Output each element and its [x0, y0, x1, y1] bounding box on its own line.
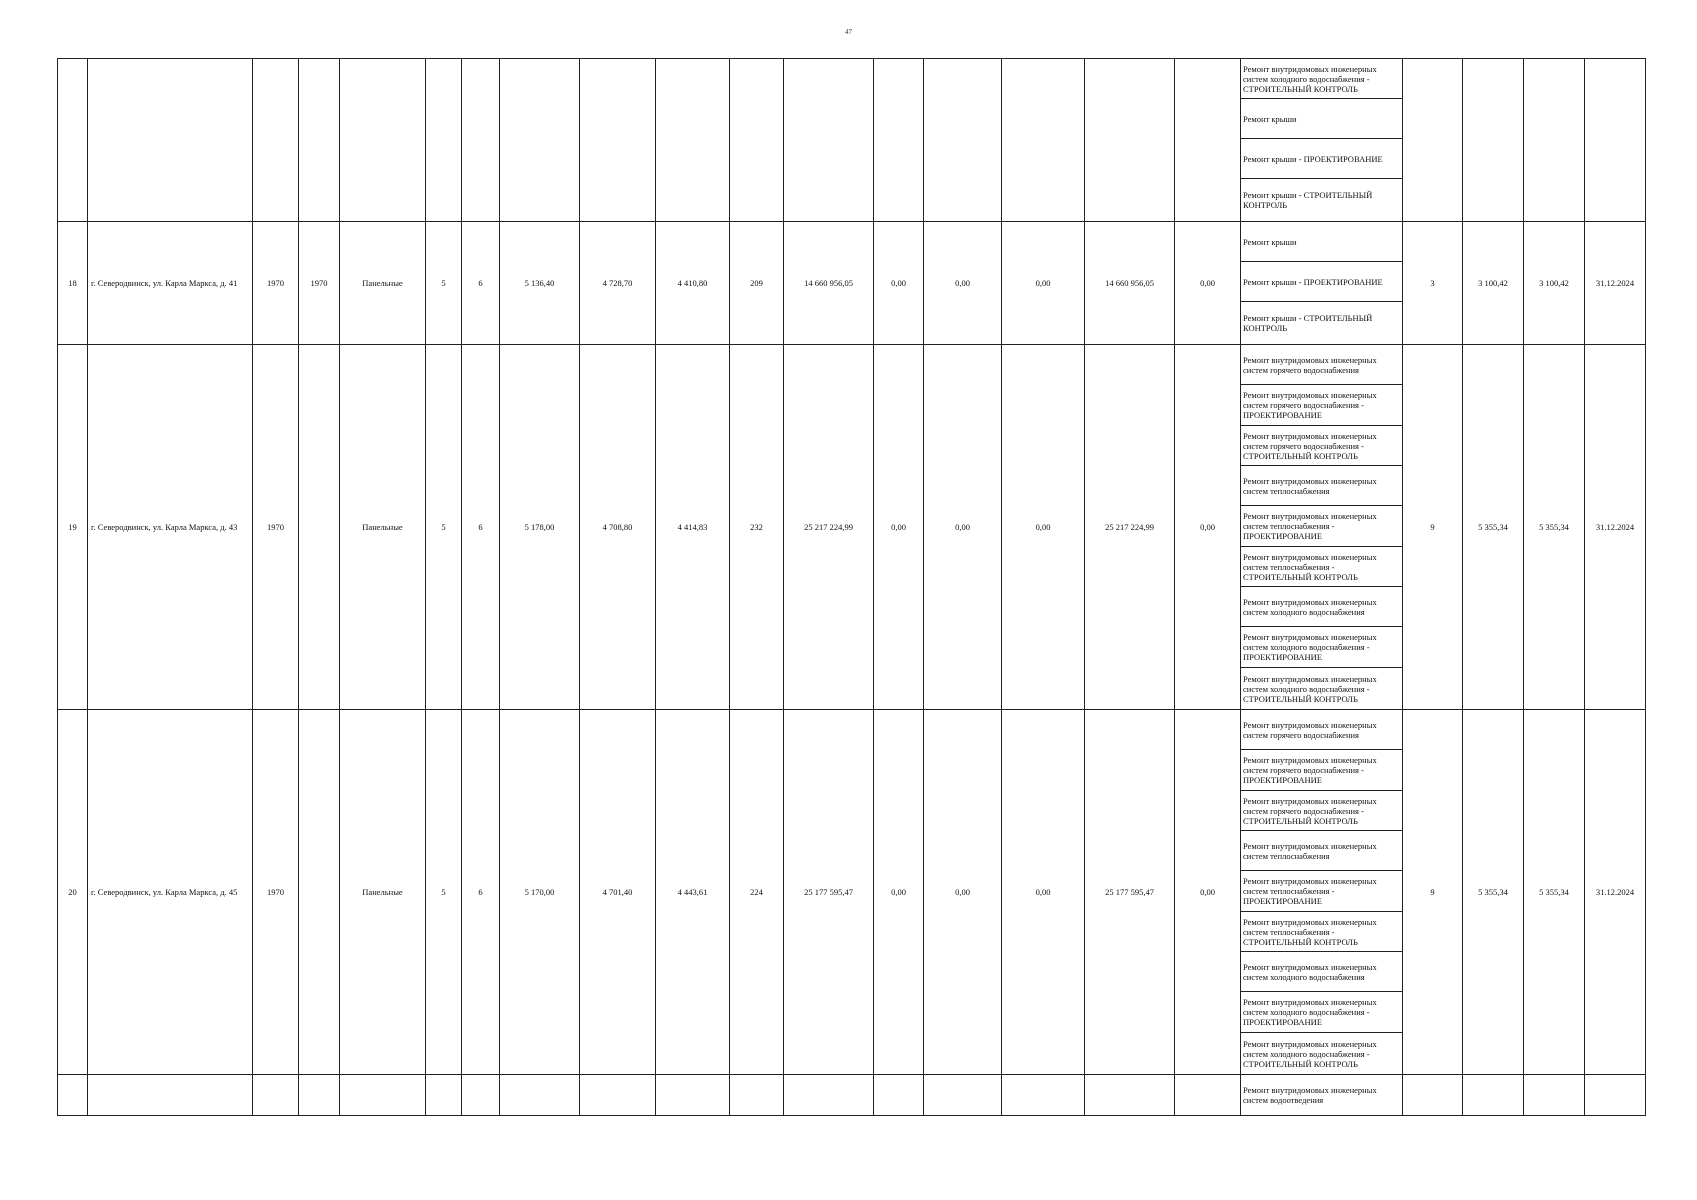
total-area-cell: 5 178,00 [500, 345, 580, 710]
row-number-cell [58, 59, 88, 222]
federal-funds-cell [874, 59, 924, 222]
residents-cell [730, 59, 784, 222]
deadline-cell [1585, 59, 1646, 222]
total-cost-cell: 25 177 595,47 [784, 710, 874, 1075]
federal-funds-cell [874, 1075, 924, 1116]
wall-material-cell: Панельные [340, 222, 426, 345]
area-residential-cell [656, 59, 730, 222]
floors-cell: 5 [426, 222, 462, 345]
work-item: Ремонт внутридомовых инженерных систем теплоснабжения - СТРОИТЕЛЬНЫЙ КОНТРОЛЬ [1241, 547, 1402, 587]
owners-funds-cell: 14 660 956,05 [1085, 222, 1175, 345]
work-item: Ремонт внутридомовых инженерных систем теплоснабжения - СТРОИТЕЛЬНЫЙ КОНТРОЛЬ [1241, 912, 1402, 952]
table-row [58, 345, 1646, 710]
works-cell [1241, 1075, 1403, 1116]
residents-cell: 232 [730, 345, 784, 710]
address-cell [88, 59, 253, 222]
year-reconstruction-cell [299, 345, 340, 710]
page-number: 47 [845, 28, 852, 36]
total-area-cell [500, 59, 580, 222]
entrances-cell: 6 [462, 710, 500, 1075]
year-reconstruction-cell [299, 710, 340, 1075]
unit-cost-cell [1463, 1075, 1524, 1116]
floors-cell: 5 [426, 345, 462, 710]
table-row [58, 222, 1646, 345]
area-premises-cell: 4 701,40 [580, 710, 656, 1075]
table-body [58, 59, 1646, 1116]
max-unit-cost-cell [1524, 1075, 1585, 1116]
total-cost-cell [784, 1075, 874, 1116]
work-count-cell: 9 [1403, 710, 1463, 1075]
year-reconstruction-cell: 1970 [299, 222, 340, 345]
row-number-cell: 18 [58, 222, 88, 345]
municipal-funds-cell [1002, 59, 1085, 222]
address-cell: г. Северодвинск, ул. Карла Маркса, д. 41 [88, 222, 253, 345]
work-item: Ремонт крыши [1241, 99, 1402, 139]
work-count-cell: 3 [1403, 222, 1463, 345]
work-item: Ремонт внутридомовых инженерных систем горячего водоснабжения - СТРОИТЕЛЬНЫЙ КОНТРОЛЬ [1241, 426, 1402, 466]
municipal-funds-cell: 0,00 [1002, 222, 1085, 345]
wall-material-cell [340, 1075, 426, 1116]
residents-cell: 209 [730, 222, 784, 345]
total-cost-cell: 25 217 224,99 [784, 345, 874, 710]
row-number-cell: 20 [58, 710, 88, 1075]
floors-cell [426, 59, 462, 222]
unit-cost-cell: 5 355,34 [1463, 710, 1524, 1075]
work-item: Ремонт крыши - СТРОИТЕЛЬНЫЙ КОНТРОЛЬ [1243, 190, 1373, 210]
work-count-cell [1403, 1075, 1463, 1116]
deadline-cell [1585, 1075, 1646, 1116]
area-premises-cell [580, 1075, 656, 1116]
works-cell [1241, 710, 1403, 1075]
works-cell [1241, 345, 1403, 710]
works-cell [1241, 59, 1403, 222]
regional-funds-cell [924, 59, 1002, 222]
federal-funds-cell: 0,00 [874, 222, 924, 345]
work-item: Ремонт крыши - ПРОЕКТИРОВАНИЕ [1241, 262, 1402, 302]
repair-program-table [57, 58, 1646, 1116]
work-item: Ремонт внутридомовых инженерных систем холодного водоснабжения [1241, 587, 1402, 627]
work-count-cell [1403, 59, 1463, 222]
unit-cost-cell: 5 355,34 [1463, 345, 1524, 710]
deadline-cell: 31.12.2024 [1585, 345, 1646, 710]
work-item: Ремонт крыши - СТРОИТЕЛЬНЫЙ КОНТРОЛЬ [1243, 313, 1373, 333]
year-reconstruction-cell [299, 59, 340, 222]
other-funds-cell: 0,00 [1175, 710, 1241, 1075]
owners-funds-cell [1085, 59, 1175, 222]
regional-funds-cell [924, 1075, 1002, 1116]
regional-funds-cell: 0,00 [924, 710, 1002, 1075]
work-item: Ремонт внутридомовых инженерных систем холодного водоснабжения - ПРОЕКТИРОВАНИЕ [1241, 627, 1402, 668]
work-count-cell: 9 [1403, 345, 1463, 710]
other-funds-cell: 0,00 [1175, 345, 1241, 710]
table-row [58, 59, 1646, 222]
other-funds-cell [1175, 59, 1241, 222]
federal-funds-cell: 0,00 [874, 345, 924, 710]
work-item: Ремонт внутридомовых инженерных систем холодного водоснабжения - СТРОИТЕЛЬНЫЙ КОНТРОЛЬ [1243, 1038, 1377, 1069]
area-residential-cell [656, 1075, 730, 1116]
unit-cost-cell [1463, 59, 1524, 222]
wall-material-cell [340, 59, 426, 222]
federal-funds-cell: 0,00 [874, 710, 924, 1075]
year-built-cell [253, 1075, 299, 1116]
work-item: Ремонт внутридомовых инженерных систем горячего водоснабжения - ПРОЕКТИРОВАНИЕ [1241, 385, 1402, 426]
work-item: Ремонт внутридомовых инженерных систем теплоснабжения - ПРОЕКТИРОВАНИЕ [1241, 506, 1402, 547]
max-unit-cost-cell: 3 100,42 [1524, 222, 1585, 345]
year-reconstruction-cell [299, 1075, 340, 1116]
total-cost-cell [784, 59, 874, 222]
area-premises-cell [580, 59, 656, 222]
deadline-cell: 31.12.2024 [1585, 222, 1646, 345]
work-item: Ремонт внутридомовых инженерных систем холодного водоснабжения - СТРОИТЕЛЬНЫЙ КОНТРОЛЬ [1243, 673, 1377, 704]
address-cell: г. Северодвинск, ул. Карла Маркса, д. 45 [88, 710, 253, 1075]
owners-funds-cell: 25 177 595,47 [1085, 710, 1175, 1075]
entrances-cell [462, 1075, 500, 1116]
work-item: Ремонт внутридомовых инженерных систем холодного водоснабжения - СТРОИТЕЛЬНЫЙ КОНТРОЛЬ [1241, 59, 1402, 99]
total-area-cell: 5 136,40 [500, 222, 580, 345]
owners-funds-cell: 25 217 224,99 [1085, 345, 1175, 710]
unit-cost-cell: 3 100,42 [1463, 222, 1524, 345]
max-unit-cost-cell: 5 355,34 [1524, 710, 1585, 1075]
address-cell [88, 1075, 253, 1116]
area-premises-cell: 4 728,70 [580, 222, 656, 345]
work-item: Ремонт внутридомовых инженерных систем теплоснабжения [1241, 831, 1402, 871]
total-area-cell: 5 170,00 [500, 710, 580, 1075]
other-funds-cell: 0,00 [1175, 222, 1241, 345]
municipal-funds-cell: 0,00 [1002, 345, 1085, 710]
works-cell [1241, 222, 1403, 345]
wall-material-cell: Панельные [340, 345, 426, 710]
year-built-cell [253, 59, 299, 222]
work-item: Ремонт внутридомовых инженерных систем теплоснабжения - ПРОЕКТИРОВАНИЕ [1241, 871, 1402, 912]
work-item: Ремонт внутридомовых инженерных систем горячего водоснабжения [1241, 345, 1402, 385]
floors-cell [426, 1075, 462, 1116]
row-number-cell: 19 [58, 345, 88, 710]
work-item: Ремонт внутридомовых инженерных систем горячего водоснабжения [1241, 710, 1402, 750]
work-item: Ремонт внутридомовых инженерных систем горячего водоснабжения - ПРОЕКТИРОВАНИЕ [1241, 750, 1402, 791]
total-cost-cell: 14 660 956,05 [784, 222, 874, 345]
work-item: Ремонт внутридомовых инженерных систем горячего водоснабжения - СТРОИТЕЛЬНЫЙ КОНТРОЛЬ [1241, 791, 1402, 831]
residents-cell: 224 [730, 710, 784, 1075]
row-number-cell [58, 1075, 88, 1116]
work-item: Ремонт внутридомовых инженерных систем холодного водоснабжения - ПРОЕКТИРОВАНИЕ [1241, 992, 1402, 1033]
work-item: Ремонт внутридомовых инженерных систем холодного водоснабжения [1241, 952, 1402, 992]
deadline-cell: 31.12.2024 [1585, 710, 1646, 1075]
municipal-funds-cell: 0,00 [1002, 710, 1085, 1075]
work-item: Ремонт крыши [1241, 222, 1402, 262]
work-item: Ремонт внутридомовых инженерных систем теплоснабжения [1241, 466, 1402, 506]
area-residential-cell: 4 414,83 [656, 345, 730, 710]
year-built-cell: 1970 [253, 710, 299, 1075]
year-built-cell: 1970 [253, 345, 299, 710]
max-unit-cost-cell: 5 355,34 [1524, 345, 1585, 710]
entrances-cell: 6 [462, 345, 500, 710]
area-residential-cell: 4 443,61 [656, 710, 730, 1075]
max-unit-cost-cell [1524, 59, 1585, 222]
area-premises-cell: 4 708,80 [580, 345, 656, 710]
total-area-cell [500, 1075, 580, 1116]
wall-material-cell: Панельные [340, 710, 426, 1075]
table-row [58, 710, 1646, 1075]
work-item: Ремонт внутридомовых инженерных систем водоотведения [1243, 1085, 1377, 1105]
work-item: Ремонт крыши - ПРОЕКТИРОВАНИЕ [1241, 139, 1402, 179]
entrances-cell: 6 [462, 222, 500, 345]
municipal-funds-cell [1002, 1075, 1085, 1116]
regional-funds-cell: 0,00 [924, 222, 1002, 345]
floors-cell: 5 [426, 710, 462, 1075]
table-row [58, 1075, 1646, 1116]
residents-cell [730, 1075, 784, 1116]
entrances-cell [462, 59, 500, 222]
regional-funds-cell: 0,00 [924, 345, 1002, 710]
year-built-cell: 1970 [253, 222, 299, 345]
address-cell: г. Северодвинск, ул. Карла Маркса, д. 43 [88, 345, 253, 710]
area-residential-cell: 4 410,80 [656, 222, 730, 345]
owners-funds-cell [1085, 1075, 1175, 1116]
other-funds-cell [1175, 1075, 1241, 1116]
